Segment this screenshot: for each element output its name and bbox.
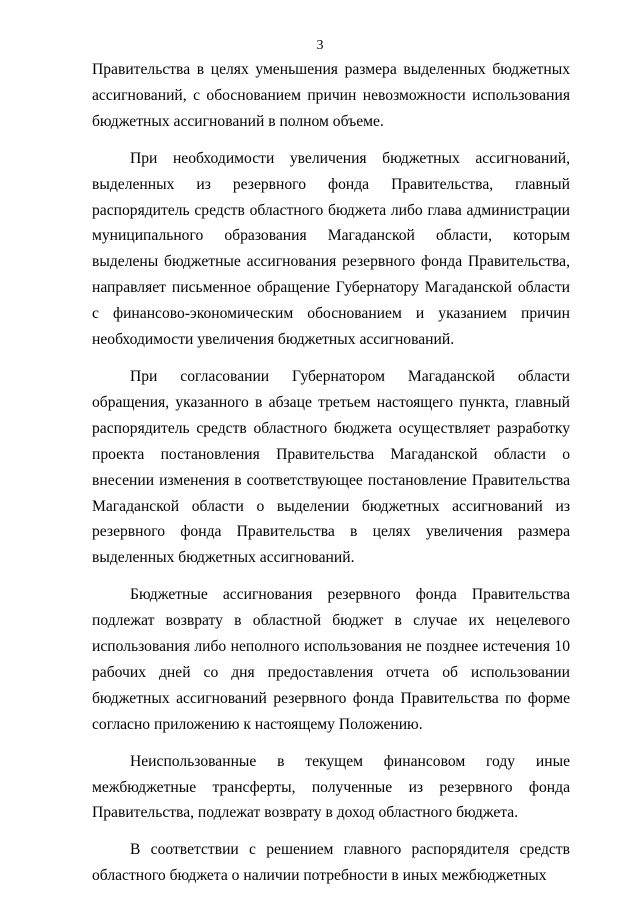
paragraph-continuation: Правительства в целях уменьшения размера выделенных бюджетных ассигнований, с обоснованием причин невозможности использования бюджетных ассигнований в полном объеме. — [92, 61, 570, 130]
page-number: 3 — [316, 38, 324, 53]
document-body — [92, 57, 570, 889]
paragraph-return-of-funds: Бюджетные ассигнования резервного фонда Правительства подлежат возврату в областной бюджет в случае их нецелевого использования либо неполного использования не позднее истечения 10 рабочих дней со дня предоставления отчета об использовании бюджетных ассигнований резервного фонда Правительства по форме согласно приложению к настоящему Положению. — [92, 586, 570, 733]
paragraph-governor-approval: При согласовании Губернатором Магаданской области обращения, указанного в абзаце третьем настоящего пункта, главный распорядитель средств областного бюджета осуществляет разработку проекта постановления Правительства Магаданской области о внесении изменения в соответствующее постановление Правительства Магаданской области о выделении бюджетных ассигнований из резервного фонда Правительства в целях увеличения размера выделенных бюджетных ассигнований. — [92, 367, 570, 567]
paragraph-decision-continued: В соответствии с решением главного распорядителя средств областного бюджета о наличии потребности в иных межбюджетных — [92, 841, 570, 885]
paragraph-increase-request: При необходимости увеличения бюджетных ассигнований, выделенных из резервного фонда Правительства, главный распорядитель средств областного бюджета либо глава администрации муниципального образования Магаданской области, которым выделены бюджетные ассигнования резервного фонда Правительства, направляет письменное обращение Губернатору Магаданской области с финансово-экономическим обоснованием и указанием причин необходимости увеличения бюджетных ассигнований. — [92, 149, 570, 349]
paragraph-unused-transfers: Неиспользованные в текущем финансовом году иные межбюджетные трансферты, полученные из резервного фонда Правительства, подлежат возврату в доход областного бюджета. — [92, 752, 570, 822]
